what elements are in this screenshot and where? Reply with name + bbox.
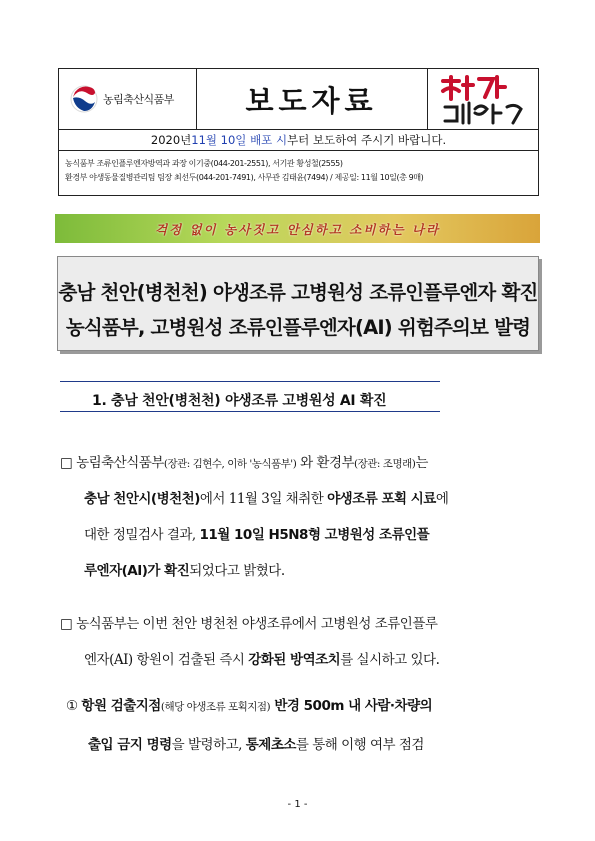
text: 반경 500m 내 사람·차량의: [270, 698, 433, 714]
text: (장관: 조명래): [354, 458, 416, 470]
bullet-square: □: [60, 616, 73, 632]
text: 야생조류 포획 시료: [327, 491, 436, 507]
headline-line-1: 충남 천안(병천천) 야생조류 고병원성 조류인플루엔자 확진: [58, 281, 538, 304]
slogan-logo-cell: [427, 69, 538, 129]
text: (해당 야생조류 포획지점): [160, 701, 271, 713]
section-top-rule: [60, 381, 440, 382]
slogan-logo-icon: [437, 73, 532, 127]
headline-line-2: 농식품부, 고병원성 조류인플루엔자(AI) 위험주의보 발령: [65, 316, 531, 339]
text: 에: [435, 491, 449, 507]
text: 를 실시하고 있다.: [340, 652, 440, 668]
paragraph-1-line-4: [84, 559, 564, 579]
text: 는: [415, 455, 428, 471]
text: 항원 검출지점: [81, 698, 161, 714]
ministry-logo-cell: [59, 69, 197, 129]
paragraph-1-line-1: [60, 451, 540, 471]
item-number: ①: [66, 698, 78, 714]
paragraph-1-line-2: [84, 487, 564, 507]
bullet-square: □: [60, 455, 73, 471]
slogan-text: 걱정 없이 농사짓고 안심하고 소비하는 나라: [154, 221, 441, 237]
text: 을 발령하고,: [171, 737, 246, 753]
text: 강화된 방역조치: [248, 652, 341, 668]
embargo-suffix: 부터 보도하여 주시기 바랍니다.: [287, 133, 447, 147]
ministry-name: 농림축산식품부: [103, 93, 174, 106]
title-cell: [196, 69, 428, 129]
embargo-prefix: 2020년: [150, 133, 192, 147]
section-bottom-rule: [60, 411, 440, 412]
text: 통제초소: [245, 737, 296, 753]
text: 루엔자(AI)가 확진: [84, 563, 190, 579]
text: 출입 금지 명령: [88, 737, 172, 753]
text: 농식품부는 이번 천안 병천천 야생조류에서 고병원성 조류인플루: [76, 616, 438, 632]
contact-line-1: 농식품부 조류인플루엔자방역과 과장 이기중(044-201-2551), 서기관 황성철(2555): [65, 159, 343, 168]
text: 대한 정밀검사 결과,: [84, 527, 200, 543]
embargo-date: 11월 10일 배포 시: [191, 133, 288, 147]
contact-line-2: 환경부 야생동물질병관리팀 팀장 최선두(044-201-7491), 사무관 김태윤(7494) / 제공일: 11월 10일(총 9매): [65, 173, 424, 182]
paragraph-1-line-3: [84, 523, 564, 543]
text: (장관: 김현수, 이하 '농식품부'): [163, 458, 297, 470]
text: 충남 천안시(병천천): [84, 491, 200, 507]
embargo-notice: [58, 129, 539, 151]
item-1-line-1: [66, 694, 546, 714]
text: 농림축산식품부: [76, 455, 164, 471]
text: 11월 10일 H5N8형 고병원성 조류인플: [199, 527, 430, 543]
text: 에서 11월 3일 채취한: [199, 491, 328, 507]
text: 되었다고 밝혔다.: [189, 563, 285, 579]
press-header: [58, 68, 539, 130]
text: 엔자(AI) 항원이 검출된 즉시: [84, 652, 249, 668]
slogan-banner: [55, 214, 540, 243]
ministry-emblem-icon: [69, 84, 99, 114]
paragraph-2-line-2: [84, 648, 564, 668]
contact-info: [58, 150, 539, 196]
text: 와 환경부: [296, 455, 355, 471]
press-release-title: 보도자료: [245, 83, 378, 118]
paragraph-2-line-1: [60, 612, 540, 632]
item-1-line-2: [88, 733, 568, 753]
page-number: - 1 -: [287, 799, 308, 810]
section-1-title: 1. 충남 천안(병천천) 야생조류 고병원성 AI 확진: [92, 393, 387, 409]
text: 를 통해 이행 여부 점검: [295, 737, 424, 753]
headline-box: [57, 256, 539, 351]
